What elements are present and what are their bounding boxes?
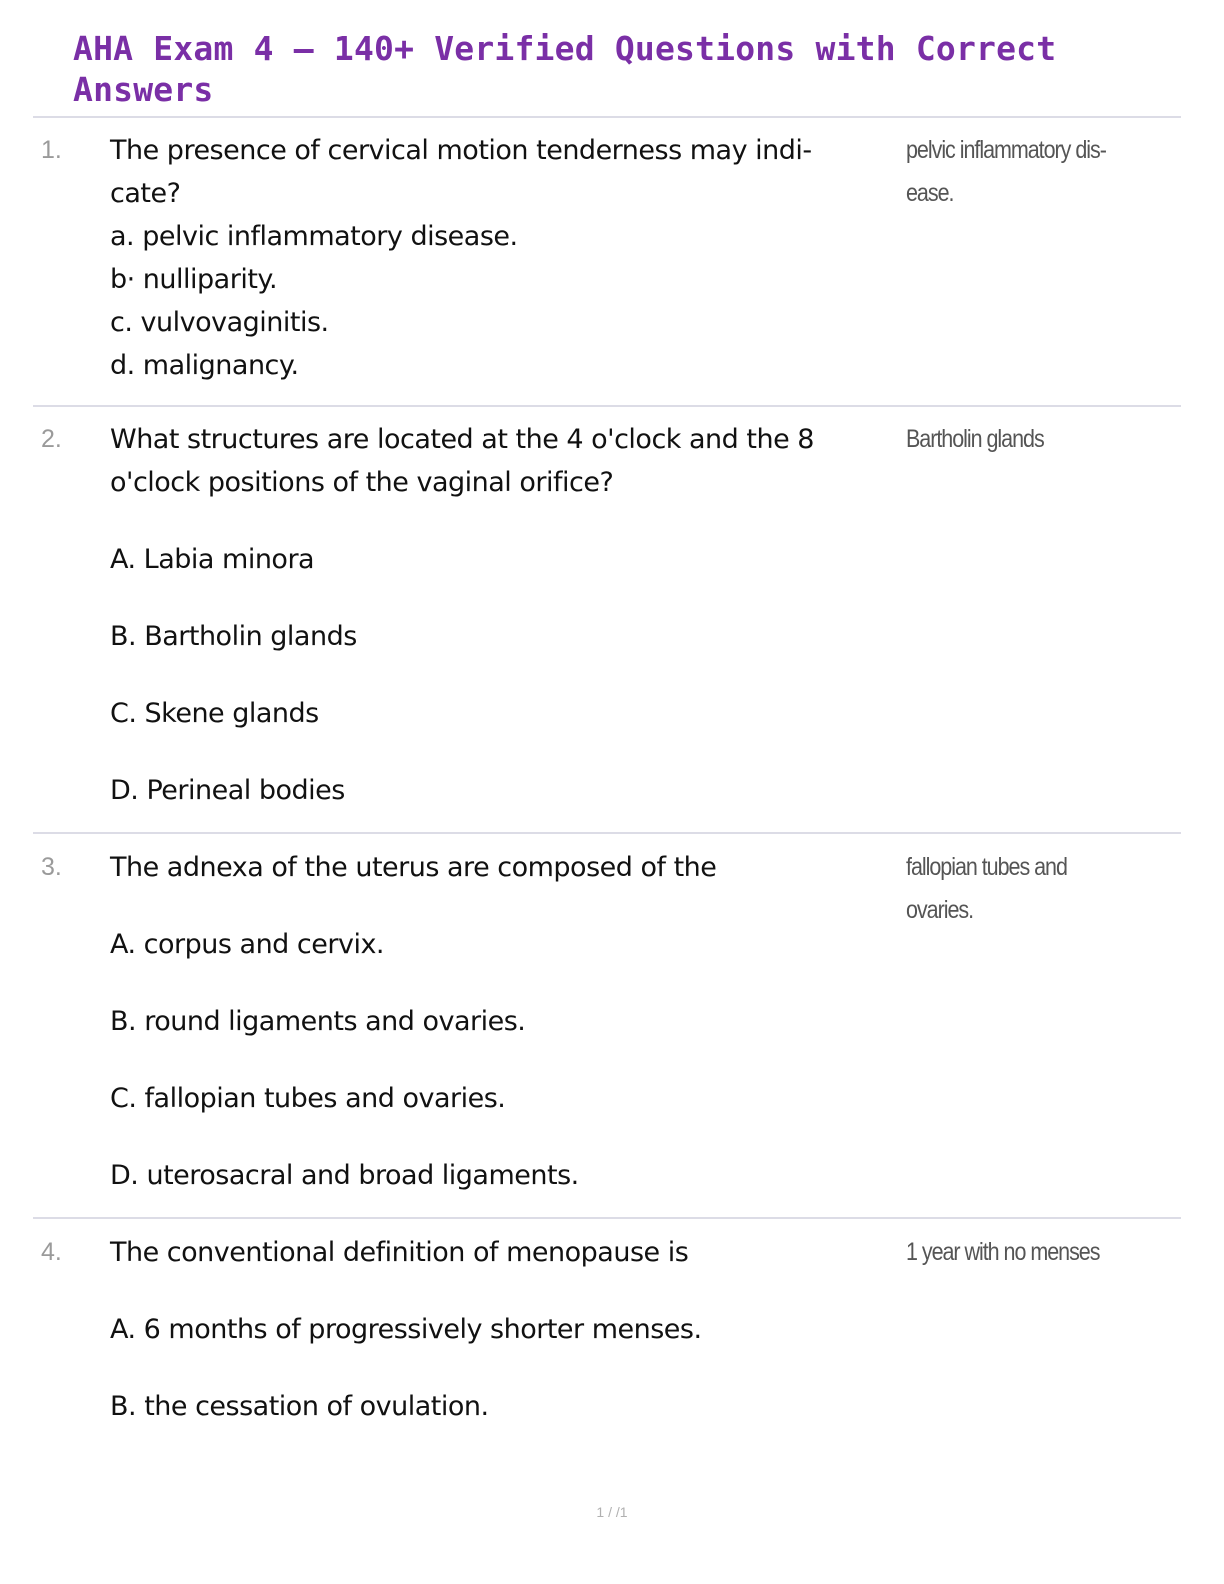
- question-text-line: The presence of cervical motion tenderness may indi-: [110, 135, 812, 166]
- option-d: d. malignancy.: [110, 350, 299, 381]
- option-a: a. pelvic inflammatory disease.: [110, 221, 518, 252]
- option-b: B. the cessation of ovulation.: [110, 1391, 489, 1422]
- option-b: B. Bartholin glands: [110, 621, 357, 652]
- question-body: [110, 129, 900, 387]
- answer-line: ovaries.: [906, 896, 974, 924]
- question-text-line: The adnexa of the uterus are composed of the: [110, 852, 717, 883]
- answer-text: [906, 846, 1138, 932]
- option-c: C. Skene glands: [110, 698, 319, 729]
- question-text-line: o'clock positions of the vaginal orifice?: [110, 467, 614, 498]
- question-number: 1.: [41, 136, 62, 164]
- option-d: D. Perineal bodies: [110, 775, 345, 806]
- question-number: 3.: [41, 853, 62, 881]
- question-body: [110, 846, 900, 1197]
- question-body: [110, 1231, 900, 1428]
- answer-text: [906, 418, 1138, 461]
- answer-line: fallopian tubes and: [906, 853, 1067, 881]
- option-c: C. fallopian tubes and ovaries.: [110, 1083, 506, 1114]
- answer-text: [906, 129, 1138, 215]
- divider: [33, 832, 1181, 834]
- option-a: A. Labia minora: [110, 544, 315, 575]
- option-a: A. 6 months of progressively shorter menses.: [110, 1314, 702, 1345]
- question-text-line: The conventional definition of menopause is: [110, 1237, 689, 1268]
- option-d: D. uterosacral and broad ligaments.: [110, 1160, 579, 1191]
- divider: [33, 405, 1181, 407]
- question-text-line: What structures are located at the 4 o'clock and the 8: [110, 424, 814, 455]
- answer-text: [906, 1231, 1138, 1274]
- divider: [33, 116, 1181, 118]
- answer-line: 1 year with no menses: [906, 1238, 1100, 1266]
- option-b: b· nulliparity.: [110, 264, 278, 295]
- title-line-1: AHA Exam 4 – 140+ Verified Questions with Correct: [73, 29, 1057, 68]
- option-a: A. corpus and cervix.: [110, 929, 385, 960]
- answer-line: pelvic inflammatory dis-: [906, 136, 1106, 164]
- title-line-2: Answers: [73, 70, 214, 109]
- question-number: 2.: [41, 425, 62, 453]
- question-number: 4.: [41, 1238, 62, 1266]
- answer-line: Bartholin glands: [906, 425, 1044, 453]
- question-text-line: cate?: [110, 178, 181, 209]
- page-indicator: 1 / /1: [596, 1504, 628, 1520]
- option-c: c. vulvovaginitis.: [110, 307, 329, 338]
- question-body: [110, 418, 900, 812]
- document-title: [73, 28, 1153, 110]
- answer-line: ease.: [906, 179, 954, 207]
- divider: [33, 1217, 1181, 1219]
- option-b: B. round ligaments and ovaries.: [110, 1006, 526, 1037]
